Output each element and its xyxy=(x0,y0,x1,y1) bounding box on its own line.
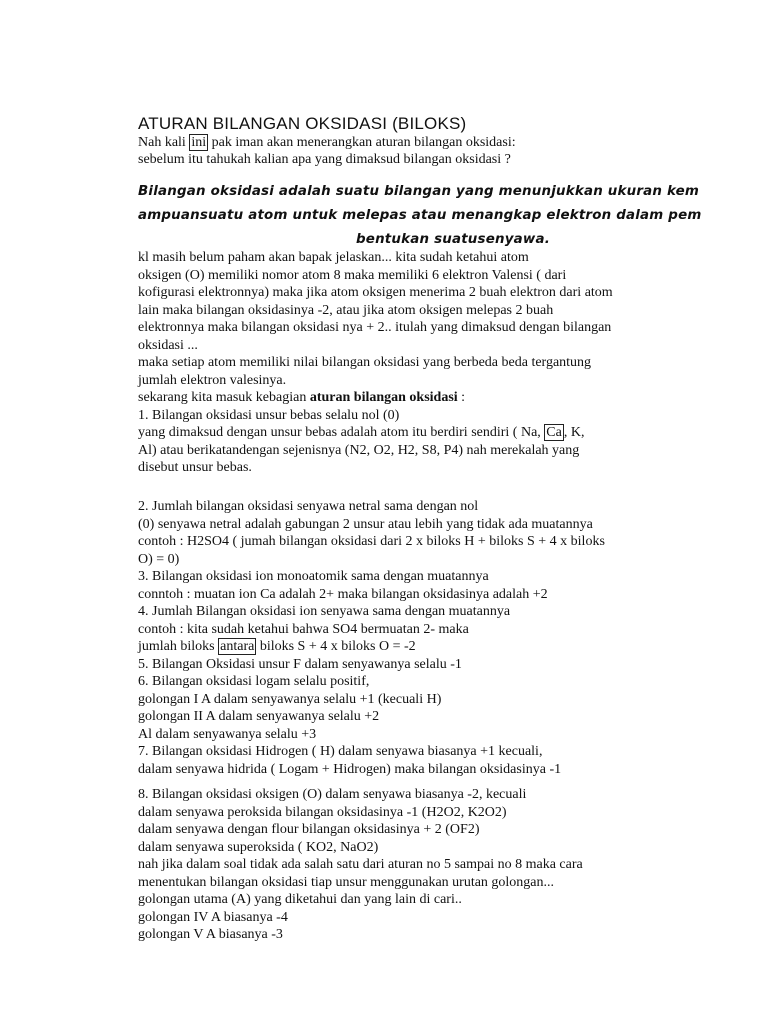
oxygen-rules-section xyxy=(138,786,583,944)
boxed-word-ini: ini xyxy=(191,135,207,150)
text-line: menentukan bilangan oksidasi tiap unsur menggunakan urutan golongan... xyxy=(138,874,555,890)
intro-text: pak iman akan menerangkan aturan bilangan oksidasi: xyxy=(208,135,516,150)
rules-section xyxy=(138,498,605,778)
text-line: Al) atau berikatandengan sejenisnya (N2, O2, H2, S8, P4) nah merekalah yang xyxy=(138,442,580,458)
text-span: : xyxy=(457,390,466,405)
text-line: 7. Bilangan oksidasi Hidrogen ( H) dalam senyawa biasanya +1 kecuali, xyxy=(138,744,543,759)
boxed-word-antara: antara xyxy=(220,639,255,654)
text-line: golongan IV A biasanya -4 xyxy=(138,909,288,925)
text-line: oksigen (O) memiliki nomor atom 8 maka memiliki 6 elektron Valensi ( dari xyxy=(138,267,567,283)
text-line: 2. Jumlah bilangan oksidasi senyawa netral sama dengan nol xyxy=(138,499,479,514)
document-title: ATURAN BILANGAN OKSIDASI (BILOKS) xyxy=(138,114,467,133)
boxed-word-ca: Ca xyxy=(546,425,562,440)
explanation-section xyxy=(138,249,613,477)
text-line: conntoh : muatan ion Ca adalah 2+ maka bilangan oksidasinya adalah +2 xyxy=(138,586,548,602)
definition-line-3: bentukan suatusenyawa. xyxy=(356,232,550,247)
text-span: biloks S + 4 x biloks O = -2 xyxy=(256,639,416,654)
text-line: 6. Bilangan oksidasi logam selalu positif, xyxy=(138,674,370,689)
text-line: maka setiap atom memiliki nilai bilangan oksidasi yang berbeda beda tergantung xyxy=(138,355,592,370)
text-span: sekarang kita masuk kebagian xyxy=(138,390,310,405)
text-line: kl masih belum paham akan bapak jelaskan... kita sudah ketahui atom xyxy=(138,250,529,265)
text-line: 4. Jumlah Bilangan oksidasi ion senyawa sama dengan muatannya xyxy=(138,604,511,619)
text-line: contoh : H2SO4 ( jumah bilangan oksidasi dari 2 x biloks H + biloks S + 4 x biloks xyxy=(138,534,605,549)
text-line: disebut unsur bebas. xyxy=(138,460,252,475)
text-line: (0) senyawa netral adalah gabungan 2 unsur atau lebih yang tidak ada muatannya xyxy=(138,516,593,532)
text-line: contoh : kita sudah ketahui bahwa SO4 bermuatan 2- maka xyxy=(138,621,469,637)
text-span: yang dimaksud dengan unsur bebas adalah atom itu berdiri sendiri ( Na, xyxy=(138,425,545,440)
text-line: 3. Bilangan oksidasi ion monoatomik sama dengan muatannya xyxy=(138,569,489,584)
text-line: dalam senyawa superoksida ( KO2, NaO2) xyxy=(138,839,379,855)
text-span: , K, xyxy=(563,425,585,440)
intro-text: Nah kali xyxy=(138,135,190,150)
intro-paragraph xyxy=(138,134,516,168)
text-span: jumlah biloks xyxy=(138,639,219,654)
text-line: dalam senyawa peroksida bilangan oksidasinya -1 (H2O2, K2O2) xyxy=(138,804,507,820)
definition-block xyxy=(138,180,768,252)
aturan-heading-line xyxy=(138,389,613,407)
text-line: golongan utama (A) yang diketahui dan yang lain di cari.. xyxy=(138,892,462,907)
text-line: nah jika dalam soal tidak ada salah satu dari aturan no 5 sampai no 8 maka cara xyxy=(138,857,583,872)
rule-1: 1. Bilangan oksidasi unsur bebas selalu nol (0) xyxy=(138,407,400,423)
text-line: dalam senyawa hidrida ( Logam + Hidrogen) maka bilangan oksidasinya -1 xyxy=(138,761,562,777)
text-line: 5. Bilangan Oksidasi unsur F dalam senyawanya selalu -1 xyxy=(138,656,462,672)
text-line: jumlah elektron valesinya. xyxy=(138,372,287,388)
text-line: oksidasi ... xyxy=(138,337,198,353)
intro-line-1 xyxy=(138,134,516,151)
text-line: golongan V A biasanya -3 xyxy=(138,927,283,942)
text-line: kofigurasi elektronnya) maka jika atom oksigen menerima 2 buah elektron dari atom xyxy=(138,285,613,300)
intro-line-2: sebelum itu tahukah kalian apa yang dimaksud bilangan oksidasi ? xyxy=(138,152,511,167)
aturan-bold-text: aturan bilangan oksidasi xyxy=(309,390,458,405)
text-line: lain maka bilangan oksidasinya -2, atau jika atom oksigen melepas 2 buah xyxy=(138,302,554,318)
text-line: 8. Bilangan oksidasi oksigen (O) dalam senyawa biasanya -2, kecuali xyxy=(138,787,527,802)
definition-line-2: ampuansuatu atom untuk melepas atau menangkap elektron dalam pem xyxy=(138,208,702,223)
text-line: Al dalam senyawanya selalu +3 xyxy=(138,726,317,742)
text-line: elektronnya maka bilangan oksidasi nya + 2.. itulah yang dimaksud dengan bilangan xyxy=(138,320,612,335)
text-line: golongan II A dalam senyawanya selalu +2 xyxy=(138,709,380,724)
definition-line-1: Bilangan oksidasi adalah suatu bilangan yang menunjukkan ukuran kem xyxy=(138,184,700,199)
text-line: golongan I A dalam senyawanya selalu +1 (kecuali H) xyxy=(138,691,442,707)
jumlah-biloks-line xyxy=(138,638,605,656)
text-line: dalam senyawa dengan flour bilangan oksidasinya + 2 (OF2) xyxy=(138,822,480,837)
rule-1-example xyxy=(138,424,613,442)
text-line: O) = 0) xyxy=(138,551,180,567)
